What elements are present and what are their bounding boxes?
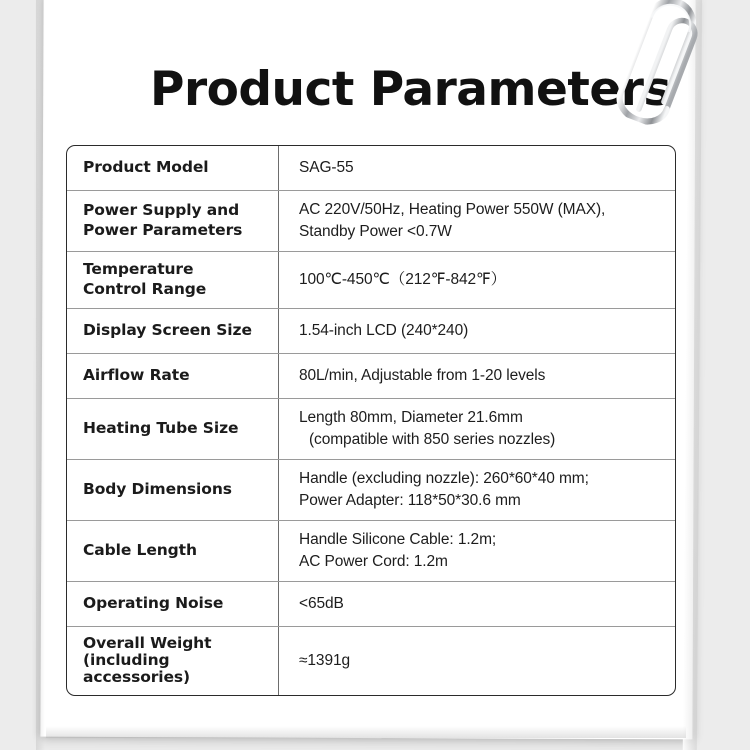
spec-label [67,146,279,190]
spec-label [67,399,279,459]
spec-value-line: 80L/min, Adjustable from 1-20 levels [299,366,546,384]
table-row [67,460,675,521]
spec-value [279,309,675,353]
spec-value-line: SAG-55 [299,159,354,176]
spec-value [279,146,675,190]
spec-label [67,627,279,695]
spec-value-line: ≈1391g [299,651,351,669]
spec-value [279,399,675,459]
spec-label-line: (including accessories) [83,651,191,687]
table-row [67,252,675,309]
spec-value-line: Standby Power <0.7W [299,223,452,240]
spec-label-line: Cable Length [83,540,197,559]
spec-label-line: Operating Noise [83,593,224,612]
table-row [67,146,675,191]
spec-label-line: Power Supply and [83,201,240,220]
spec-label [67,191,279,251]
spec-value-line: Power Adapter: 118*50*30.6 mm [299,491,521,509]
spec-value-line: AC Power Cord: 1.2m [299,552,448,570]
spec-label-line: Body Dimensions [83,479,232,498]
table-row [67,191,675,252]
spec-label-line: Control Range [83,279,207,298]
spec-label-line: Temperature [83,260,194,278]
table-row [67,582,675,627]
page-title: Product Parameters [150,62,671,117]
spec-label [67,460,279,520]
specification-table [66,145,676,696]
spec-value [279,252,675,308]
spec-label [67,521,279,581]
spec-value-line: AC 220V/50Hz, Heating Power 550W (MAX), [299,201,606,218]
spec-label-line: Power Parameters [83,221,243,239]
spec-value-line: <65dB [299,594,344,612]
spec-value-line: Handle (excluding nozzle): 260*60*40 mm; [299,469,589,487]
spec-label [67,354,279,398]
spec-value [279,354,675,398]
spec-label-line: Overall Weight [83,633,212,652]
table-row [67,309,675,354]
table-row [67,354,675,399]
spec-value [279,521,675,581]
spec-value [279,582,675,626]
table-row [67,521,675,582]
spec-label-line: Display Screen Size [83,320,252,339]
spec-value [279,191,675,251]
paper-bottom-shadow [46,726,686,738]
spec-value-line: 1.54-inch LCD (240*240) [299,321,469,339]
spec-value [279,460,675,520]
spec-value-line: 100℃-450℃（212℉-842℉） [299,270,507,288]
table-row [67,627,675,695]
spec-label [67,309,279,353]
spec-label-line: Heating Tube Size [83,418,239,437]
spec-label-line: Product Model [83,158,209,177]
spec-value-line: Handle Silicone Cable: 1.2m; [299,530,497,548]
spec-value-line: (compatible with 850 series nozzles) [309,430,556,448]
table-row [67,399,675,460]
spec-label [67,582,279,626]
spec-value [279,627,675,695]
spec-label [67,252,279,308]
spec-value-line: Length 80mm, Diameter 21.6mm [299,408,523,426]
paper-left-edge-shadow [36,0,45,750]
spec-label-line: Airflow Rate [83,365,190,384]
